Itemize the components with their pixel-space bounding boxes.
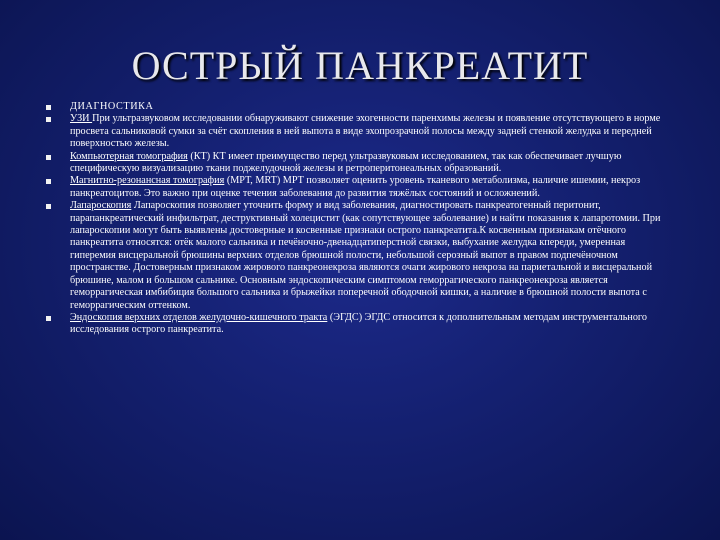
item-label: УЗИ: [70, 113, 93, 125]
square-bullet-icon: [46, 105, 51, 110]
square-bullet-icon: [46, 155, 51, 160]
item-label: Эндоскопия верхних отделов желудочно-кишечного тракта: [70, 311, 328, 323]
item-text: ДИАГНОСТИКА: [70, 101, 154, 112]
item-text: (МРТ, MRT) МРТ позволяет оценить уровень тканевого метаболизма, наличие ишемии, некроз панкреатоцитов. Это важно при оценке течения заболевания до развития тяжёлых состояний и осложнений.: [70, 175, 641, 199]
item-label: Магнитно-резонансная томография: [70, 175, 225, 187]
square-bullet-icon: [46, 117, 51, 122]
square-bullet-icon: [46, 204, 51, 209]
item-text: Лапароскопия позволяет уточнить форму и вид заболевания, диагностировать панкреатогенный перитонит, парапанкреатический инфильтрат, деструктивный холецистит (как сопутствующее заболевание) и найти показания к лапаротомии. При лапароскопии могут быть выявлены достоверные и косвенные признаки острого панкреатита.К косвенным признакам отёчного панкреатита относятся: отёк малого сальника и печёночно-двенадцатиперстной связки, выбухание желудка кпереди, умеренная гиперемия висцеральной брюшины верхних отделов брюшной полости, небольшой серозный выпот в правом подпечёночном пространстве. Достоверным признаком жирового панкреонекроза являются очаги жирового некроза на париетальной и висцеральной брюшине, малом и большом сальнике. Основным эндоскопическим симптомом геморрагического панкреонекроза является геморрагическая имбибиция большого сальника и брыжейки поперечной ободочной кишки, а наличие в брюшной полости выпота с геморрагическим оттенком.: [70, 200, 661, 311]
list-item: [46, 175, 666, 200]
slide-title: ОСТРЫЙ ПАНКРЕАТИТ: [131, 43, 589, 88]
item-label: Лапароскопия: [70, 200, 132, 212]
slide-content: [46, 101, 666, 337]
list-item: [46, 101, 666, 113]
list-item: [46, 113, 666, 150]
list-item: [46, 200, 666, 312]
item-text: При ультразвуковом исследовании обнаруживают снижение эхогенности паренхимы железы и появление отсутствующего в норме просвета сальниковой сумки за счёт скопления в ней выпота в виде эхопрозрачной полосы между задней стенкой желудка и передней поверхностью железы.: [70, 113, 661, 150]
item-text: (ЭГДС) ЭГДС относится к дополнительным методам инструментального исследования острого панкреатита.: [70, 311, 647, 336]
list-item: [46, 151, 666, 176]
list-item: [46, 312, 666, 337]
item-label: Компьютерная томография: [70, 150, 188, 162]
item-text: (КТ) КТ имеет преимущество перед ультразвуковым исследованием, так как обеспечивает лучшую специфическую визуализацию ткани поджелудочной железы и ретроперитонеальных образований.: [70, 150, 622, 175]
square-bullet-icon: [46, 179, 51, 184]
square-bullet-icon: [46, 316, 51, 321]
